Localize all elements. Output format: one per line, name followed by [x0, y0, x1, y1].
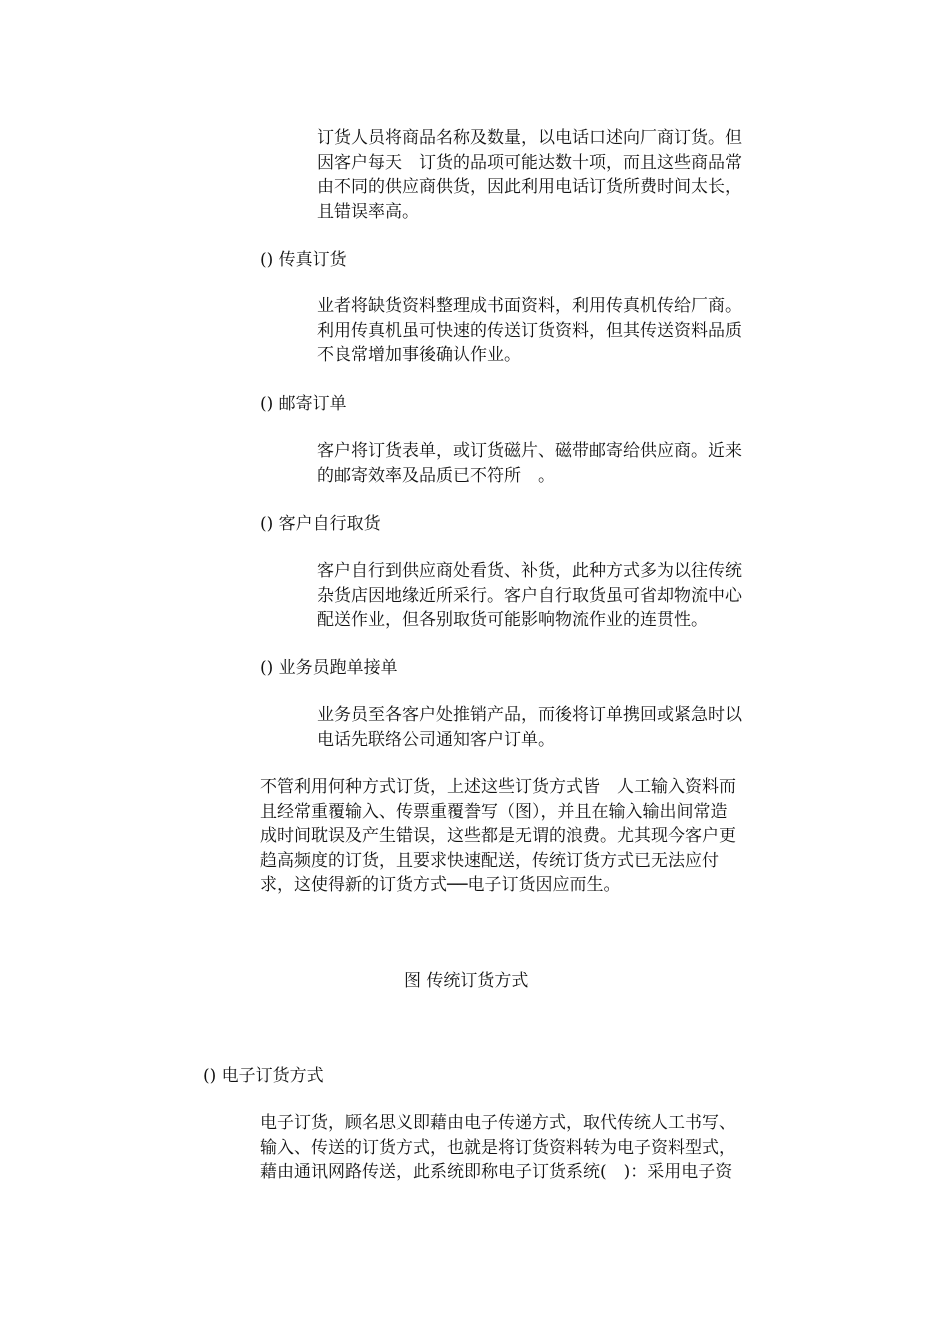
text-line: 杂货店因地缘近所采行。客户自行取货虽可省却物流中心: [317, 585, 742, 606]
text-line: 电子订货，顾名思义即藉由电子传递方式，取代传统人工书写、: [260, 1113, 736, 1133]
customer-pickup-paragraph: [317, 559, 797, 633]
text-line: 趋高频度的订货，且要求快速配送，传统订货方式已无法应付: [260, 850, 719, 871]
text-line: 且经常重覆输入、传票重覆誊写（图），并且在输入输出间常造: [260, 801, 728, 822]
salesperson-heading: () 业务员跑单接单: [260, 658, 398, 678]
customer-pickup-heading: () 客户自行取货: [260, 514, 381, 534]
figure-caption: 图 传统订货方式: [404, 971, 529, 991]
mail-order-heading: () 邮寄订单: [260, 394, 347, 414]
text-line: 因客户每天 订货的品项可能达数十项，而且这些商品常: [317, 152, 742, 173]
text-line: 业者将缺货资料整理成书面资料，利用传真机传给厂商。: [317, 296, 742, 316]
text-line: 不良常增加事後确认作业。: [317, 345, 521, 365]
text-line: 电话先联络公司通知客户订单。: [317, 729, 555, 750]
fax-order-paragraph: [317, 294, 797, 368]
mail-order-paragraph: [317, 439, 797, 488]
salesperson-paragraph: [317, 703, 797, 752]
text-line: 客户将订货表单，或订货磁片、磁带邮寄给供应商。近来: [317, 441, 742, 461]
electronic-order-paragraph: [260, 1111, 800, 1185]
text-line: 藉由通讯网路传送，此系统即称电子订货系统( )：采用电子资: [260, 1162, 733, 1182]
phone-order-paragraph: [317, 126, 797, 224]
electronic-order-heading: () 电子订货方式: [203, 1066, 324, 1086]
summary-paragraph: [260, 775, 800, 898]
text-line: 客户自行到供应商处看货、补货，此种方式多为以往传统: [317, 561, 742, 581]
text-line: 输入、传送的订货方式，也就是将订货资料转为电子资料型式，: [260, 1137, 736, 1158]
fax-order-heading: () 传真订货: [260, 250, 347, 270]
text-line: 订货人员将商品名称及数量，以电话口述向厂商订货。但: [317, 128, 742, 148]
text-line: 不管利用何种方式订货，上述这些订货方式皆 人工输入资料而: [260, 777, 736, 797]
text-line: 成时间耽误及产生错误，这些都是无谓的浪费。尤其现今客户更: [260, 826, 736, 846]
text-line: 由不同的供应商供货，因此利用电话订货所费时间太长，: [317, 177, 742, 197]
text-line: 利用传真机虽可快速的传送订货资料，但其传送资料品质: [317, 320, 742, 341]
text-line: 的邮寄效率及品质已不符所 。: [317, 465, 555, 486]
text-line: 求，这使得新的订货方式──电子订货因应而生。: [260, 875, 621, 895]
text-line: 且错误率高。: [317, 201, 419, 222]
text-line: 业务员至各客户处推销产品，而後将订单携回或紧急时以: [317, 705, 742, 725]
text-line: 配送作业，但各别取货可能影响物流作业的连贯性。: [317, 610, 708, 630]
